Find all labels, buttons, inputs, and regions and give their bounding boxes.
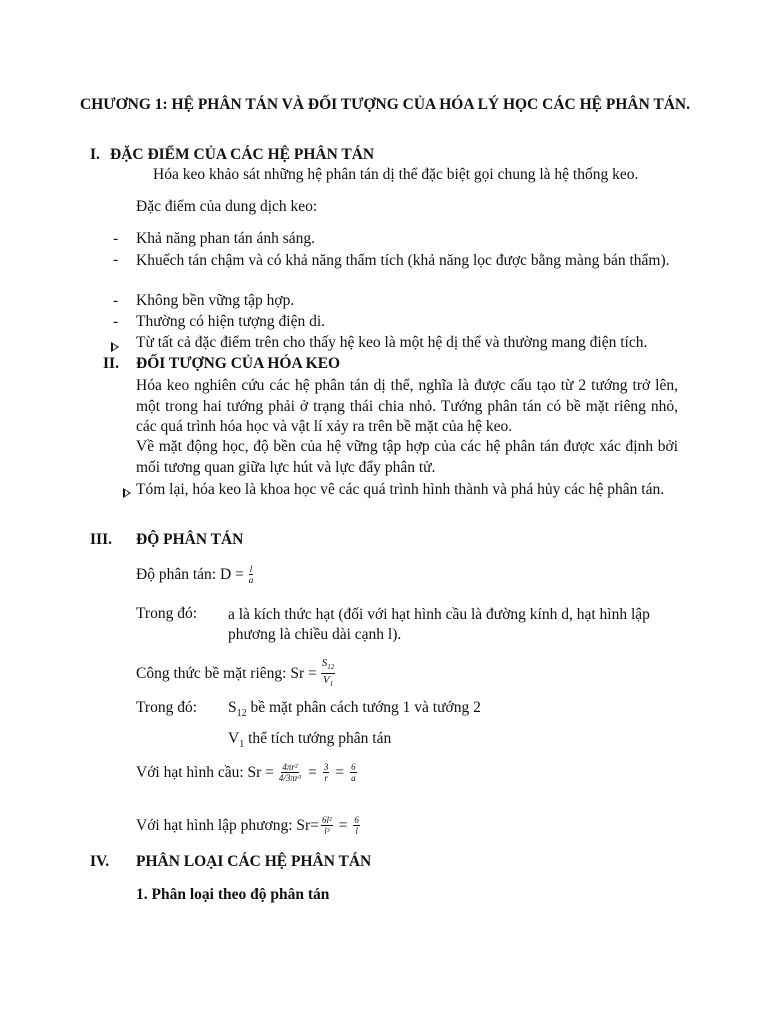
arrow-bullet-icon (111, 342, 119, 352)
bullet-item-4: Thường có hiện tượng điện di. (136, 313, 326, 330)
section-2-paragraph-2: Về mặt động học, độ bền của hệ vững tập hợp của các hệ phân tán được xác định bởi mối tương quan giữa lực hút và lực đẩy phân tử. (136, 438, 678, 476)
section-3-number: III. (90, 531, 112, 548)
fraction-denominator: $V_1$ (322, 674, 334, 689)
subsection-1-heading: 1. Phân loại theo độ phân tán (136, 886, 330, 903)
cube-label: Với hạt hình lập phương: Sr= (136, 816, 319, 834)
sphere-fraction-2 (323, 762, 330, 783)
section-1-conclusion: Từ tất cả đặc điểm trên cho thấy hệ keo là một hệ dị thể và thường mang điện tích. (136, 334, 648, 351)
section-4-heading: PHÂN LOẠI CÁC HỆ PHÂN TÁN (136, 853, 372, 870)
fraction-denominator: a (248, 575, 254, 585)
cube-fraction (321, 815, 333, 836)
section-2-paragraph-1: Hóa keo nghiên cứu các hệ phân tán dị thể, nghĩa là được cấu tạo từ 2 tướng trở lên, một trong hai tướng phải ở trạng thái chia nhỏ. Tướng phân tán có bề mặt riêng nhỏ, các quá trình hóa học và vật lí xảy ra trên bề mặt của hệ keo. (136, 377, 678, 435)
section-1-heading: ĐẶC ĐIỂM CỦA CÁC HỆ PHÂN TÁN (110, 146, 375, 163)
dispersion-fraction (248, 564, 255, 585)
fraction-denominator: l³ (324, 826, 330, 836)
bullet-dash: - (113, 251, 119, 268)
section-2-heading: ĐỐI TƯỢNG CỦA HÓA KEO (136, 355, 341, 372)
bullet-dash: - (113, 313, 119, 330)
sphere-label: Với hạt hình cầu: Sr = (136, 763, 274, 781)
where-1-text: a là kích thức hạt (đối với hạt hình cầu là đường kính d, hạt hình lập phương là chiều dài cạnh l). (228, 606, 650, 643)
surface-label: Công thức bề mặt riêng: Sr = (136, 664, 317, 682)
dispersion-formula (136, 564, 256, 585)
cube-formula (136, 815, 362, 836)
equals-sign: = (308, 763, 317, 781)
bullet-item-2: Khuếch tán chậm và có khả năng thẩm tích (khả năng lọc được bằng màng bán thẩm). (136, 252, 670, 269)
section-2-conclusion: Tóm lại, hóa keo là khoa học vê các quá trình hình thành và phá hủy các hệ phân tán. (136, 481, 665, 498)
section-1-number: I. (90, 146, 100, 163)
where-2-label: Trong đó: (136, 699, 198, 716)
cube-fraction-2 (353, 815, 360, 836)
equals-sign: = (338, 816, 348, 834)
where-2-line-1: $S_{12}$ bề mặt phân cách tướng 1 và tướng 2 (228, 699, 481, 720)
arrow-bullet-icon (123, 488, 131, 498)
fraction-numerator: 6l² (321, 815, 332, 825)
section-2-number: II. (103, 355, 119, 372)
fraction-numerator: l (249, 564, 253, 574)
section-1-paragraph-2: Đặc điểm của dung dịch keo: (136, 198, 318, 215)
fraction-numerator: 6 (354, 815, 359, 825)
surface-formula (136, 657, 337, 690)
section-4-number: IV. (90, 853, 110, 870)
sphere-fraction (278, 762, 302, 783)
equals-sign: = (335, 763, 345, 781)
where-1-text-wrap (228, 605, 678, 645)
sphere-formula (136, 762, 359, 783)
section-3-heading: ĐỘ PHÂN TÁN (136, 531, 244, 548)
where-2-line-2: $V_1$ thể tích tướng phân tán (228, 730, 392, 751)
section-1-paragraph-1: Hóa keo khảo sát những hệ phân tán dị thể đặc biệt gọi chung là hệ thống keo. (153, 166, 639, 183)
chapter-title: CHƯƠNG 1: HỆ PHÂN TÁN VÀ ĐỐI TƯỢNG CỦA HÓA LÝ HỌC CÁC HỆ PHÂN TÁN. (80, 96, 690, 113)
fraction-denominator: l (355, 826, 358, 836)
dispersion-label: Độ phân tán: D = (136, 565, 244, 583)
sphere-fraction-3 (350, 762, 357, 783)
fraction-numerator: 6 (351, 762, 356, 772)
bullet-item-3: Không bền vững tập hợp. (136, 292, 295, 309)
bullet-dash: - (113, 230, 119, 247)
fraction-numerator: 4πr² (282, 762, 298, 772)
fraction-denominator: r (324, 773, 328, 783)
fraction-numerator: 3 (323, 762, 329, 772)
fraction-denominator: 4/3πr³ (278, 773, 302, 783)
where-1-label: Trong đó: (136, 605, 198, 622)
bullet-item-1: Khả năng phan tán ánh sáng. (136, 230, 316, 247)
bullet-dash: - (113, 292, 119, 309)
fraction-denominator: a (351, 773, 356, 783)
surface-fraction (321, 657, 336, 690)
fraction-numerator: $S_{12}$ (321, 657, 336, 674)
